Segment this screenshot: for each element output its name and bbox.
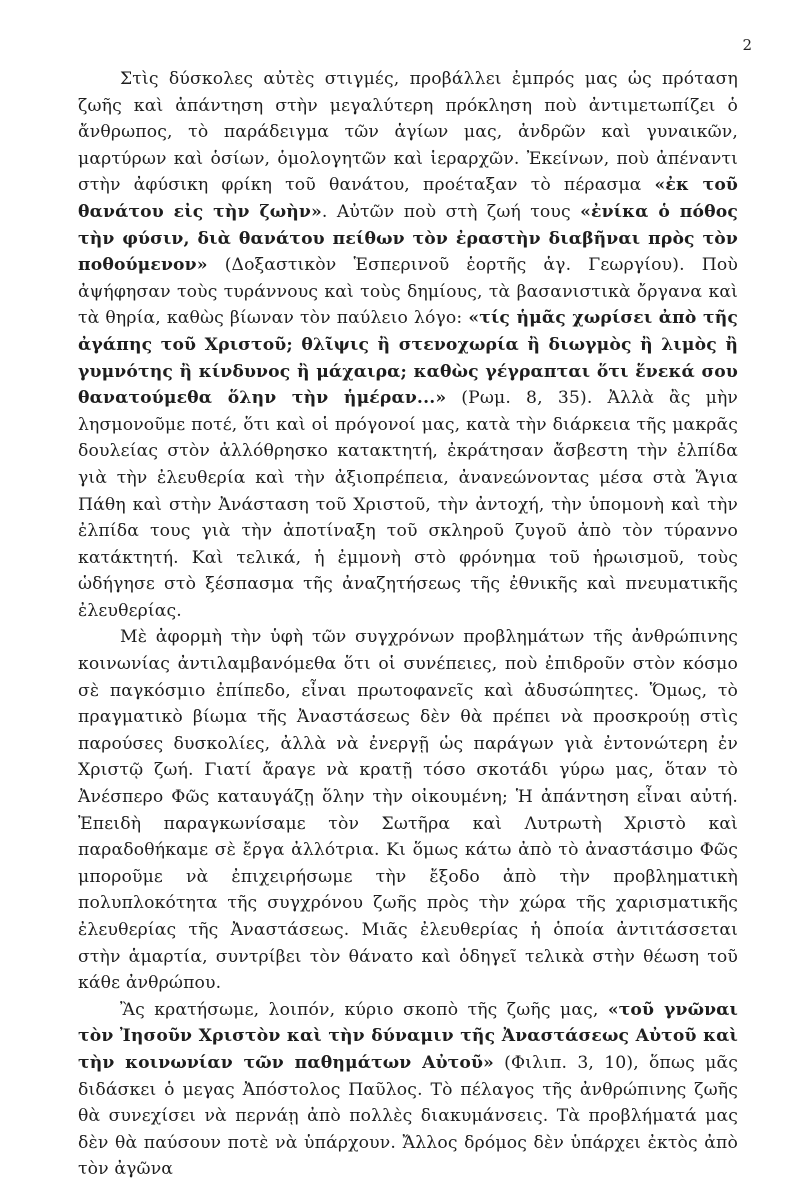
text-run: (Δοξαστικὸν Ἑσπερινοῦ ἑορτῆς ἁγ. Γεωργίου). Ποὺ ἀψήφησαν τοὺς τυράννους καὶ τοὺς δημίους, τὰ βασανιστικὰ ὄργανα καὶ τὰ θηρία, καθὼς βίωναν τὸν παύλειο λόγο: xyxy=(78,255,738,329)
quote-bold: «ἐκ τοῦ θανάτου εἰς τὴν ζωὴν» xyxy=(78,175,739,222)
quote-bold: «τοῦ γνῶναι τὸν Ἰησοῦν Χριστὸν καὶ τὴν δύναμιν τῆς Ἀναστάσεως Αὐτοῦ καὶ τὴν κοινωνίαν τῶν παθημάτων Αὐτοῦ» xyxy=(78,999,738,1073)
text-run: . Αὐτῶν ποὺ στὴ ζωή τους xyxy=(321,201,581,222)
text-run: Στὶς δύσκολες αὐτὲς στιγμές, προβάλλει ἐμπρός μας ὡς πρόταση ζωῆς καὶ ἀπάντηση στὴν μεγαλύτερη πρόκληση ποὺ ἀντιμετωπίζει ὁ ἄνθρωπος, τὸ παράδειγμα τῶν ἁγίων μας, ἀνδρῶν καὶ γυναικῶν, μαρτύρων καὶ ὁσίων, ὁμολογητῶν καὶ ἱεραρχῶν. Ἐκείνων, ποὺ ἀπέναντι στὴν ἀφύσικη φρίκη τοῦ θανάτου, προέταξαν τὸ πέρασμα xyxy=(78,69,738,196)
page-number: 2 xyxy=(742,36,752,54)
quote-bold: «ἐνίκα ὁ πόθος τὴν φύσιν, διὰ θανάτου πείθων τὸν ἐραστὴν διαβῆναι πρὸς τὸν ποθούμενον» xyxy=(78,201,738,276)
body-text xyxy=(78,66,738,1183)
paragraph-2 xyxy=(78,624,738,996)
paragraph-3 xyxy=(78,997,738,1183)
quote-bold: «τίς ἡμᾶς χωρίσει ἀπὸ τῆς ἀγάπης τοῦ Χριστοῦ; θλῖψις ἢ στενοχωρία ἢ διωγμὸς ἢ λιμὸς ἢ γυμνότης ἢ κίνδυνος ἢ μάχαιρα; καθὼς γέγραπται ὅτι ἕνεκά σου θανατούμεθα ὅλην τὴν ἡμέραν...» xyxy=(78,308,738,409)
text-run: (Φιλιπ. 3, 10), ὅπως μᾶς διδάσκει ὁ μεγας Ἀπόστολος Παῦλος. Τὸ πέλαγος τῆς ἀνθρώπινης ζωῆς θὰ συνεχίσει νὰ περνάῃ ἀπὸ πολλὲς διακυμάνσεις. Τὰ προβλήματά μας δὲν θὰ παύσουν ποτὲ νὰ ὑπάρχουν. Ἄλλος δρόμος δὲν ὑπάρχει ἐκτὸς ἀπὸ τὸν ἀγῶνα xyxy=(78,1052,738,1180)
paragraph-1 xyxy=(78,66,738,624)
text-run: Ἂς κρατήσωμε, λοιπόν, κύριο σκοπὸ τῆς ζωῆς μας, xyxy=(120,999,608,1020)
text-run: (Ρωμ. 8, 35). Ἀλλὰ ἂς μὴν λησμονοῦμε ποτέ, ὅτι καὶ οἱ πρόγονοί μας, κατὰ τὴν διάρκεια τῆς μακρᾶς δουλείας στὸν ἀλλόθρησκο κατακτητή, ἐκράτησαν ἄσβεστη τὴν ἐλπίδα γιὰ τὴν ἐλευθερία καὶ τὴν ἀξιοπρέπεια, ἀνανεώνοντας μέσα στὰ Ἅγια Πάθη καὶ στὴν Ἀνάσταση τοῦ Χριστοῦ, τὴν ἀντοχή, τὴν ὑπομονὴ καὶ τὴν ἐλπίδα τους γιὰ τὴν ἀποτίναξη τοῦ σκληροῦ ζυγοῦ ἀπὸ τὸν τύραννο κατάκτητή. Καὶ τελικά, ἡ ἐμμονὴ στὸ φρόνημα τοῦ ἡρωισμοῦ, τοὺς ὡδήγησε στὸ ξέσπασμα τῆς ἀναζητήσεως τῆς ἐθνικῆς καὶ πνευματικῆς ἐλευθερίας. xyxy=(78,388,738,621)
text-run: Μὲ ἀφορμὴ τὴν ὑφὴ τῶν συγχρόνων προβλημάτων τῆς ἀνθρώπινης κοινωνίας ἀντιλαμβανόμεθα ὅτι οἱ συνέπειες, ποὺ ἐπιδροῦν στὸν κόσμο σὲ παγκόσμιο ἐπίπεδο, εἶναι πρωτοφανεῖς καὶ ἀδυσώπητες. Ὅμως, τὸ πραγματικὸ βίωμα τῆς Ἀναστάσεως δὲν θὰ πρέπει νὰ προσκρούῃ στὶς παρούσες δυσκολίες, ἀλλὰ νὰ ἐνεργῇ ὡς παράγων γιὰ ἐντονώτερη ἐν Χριστῷ ζωή. Γιατί ἄραγε νὰ κρατῇ τόσο σκοτάδι γύρω μας, ὅταν τὸ Ἀνέσπερο Φῶς καταυγάζῃ ὅλην τὴν οἰκουμένη; Ἡ ἀπάντηση εἶναι αὐτή. Ἐπειδὴ παραγκωνίσαμε τὸν Σωτῆρα καὶ Λυτρωτὴ Χριστὸ καὶ παραδοθήκαμε σὲ ἔργα ἀλλότρια. Κι ὅμως κάτω ἀπὸ τὸ ἀναστάσιμο Φῶς μποροῦμε νὰ ἐπιχειρήσωμε τὴν ἔξοδο ἀπὸ τὴν προβληματικὴ πολυπλοκότητα τῆς συγχρόνου ζωῆς πρὸς τὴν χώρα τῆς χαρισματικῆς ἐλευθερίας τῆς Ἀναστάσεως. Μιᾶς ἐλευθερίας ἡ ὁποία ἀντιτάσσεται στὴν ἁμαρτία, συντρίβει τὸν θάνατο καὶ ὁδηγεῖ τελικὰ στὴν θέωση τοῦ κάθε ἀνθρώπου. xyxy=(78,627,738,994)
